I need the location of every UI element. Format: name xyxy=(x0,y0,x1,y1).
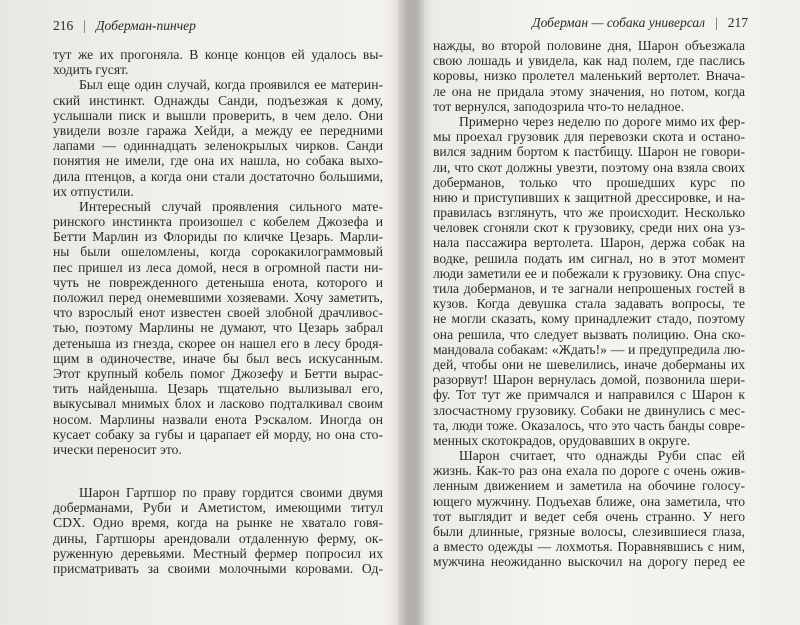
text-line: нала пассажира вертолета. Шарон, держа собак на xyxy=(433,235,745,251)
text-line: не могли сказать, кому принадлежит стадо, поэтому xyxy=(433,311,745,327)
right-page xyxy=(400,0,800,625)
header-separator: | xyxy=(715,15,718,30)
page-number: 216 xyxy=(53,18,74,33)
text-line: тью, поэтому Марлины не думают, что Цезарь забрал xyxy=(53,320,383,336)
text-line: тила доберманов, и те загнали непрошеных гостей в xyxy=(433,281,745,296)
text-line: ле она не придала этому значения, но потом, когда xyxy=(433,83,745,99)
text-line: тот выглядит и ведет себя очень странно. У него xyxy=(433,508,745,524)
text-line: ский инстинкт. Однажды Санди, подъезжая к дому, xyxy=(53,92,383,108)
page-body xyxy=(53,47,383,576)
text-line: дей, чтобы они не шевелились, иначе доберманы их xyxy=(433,356,745,372)
text-line: менных скотокрадов, орудовавших в округе. xyxy=(433,432,691,448)
text-line: фу. Тот тут же примчался и направился с Шарон к xyxy=(433,387,745,403)
page-number: 217 xyxy=(727,15,748,30)
text-line: тить найденыша. Цезарь тщательно вылизывал его, xyxy=(53,381,383,397)
text-line: люди заметили ее и побежали к грузовику. Она спус- xyxy=(433,265,745,281)
text-line: Этот крупный кобель помог Джозефу и Бетти вырас- xyxy=(53,365,383,381)
text-line: руженную деревьями. Местный фермер попросил их xyxy=(53,545,383,561)
text-line: пес пришел из леса домой, неся в огромной пасти ни- xyxy=(53,259,383,275)
text-line: тот вернулся, заподозрила что-то неладное. xyxy=(433,98,685,114)
text-line: Интересный случай проявления сильного мате- xyxy=(79,198,383,214)
text-line: вился задним бортом к пастбищу. Шарон не говори- xyxy=(433,144,745,160)
text-line: присматривать за своими молочными коровами. Од- xyxy=(53,561,383,576)
text-line: Был еще один случай, когда проявился ее материн- xyxy=(79,77,383,93)
text-line: доберманов, только что прошедших курс по xyxy=(433,174,745,190)
text-line: жизнь. Как-то раз она ехала по дороге с очень ожив- xyxy=(433,463,745,479)
running-title: Доберман — собака универсал xyxy=(532,15,706,30)
text-line: положил перед онемевшими хозяевами. Хочу заметить, xyxy=(53,290,383,305)
page-body xyxy=(433,38,745,570)
text-line: а вместо одежды — лохмотья. Поравнявшись с ним, xyxy=(433,539,745,555)
text-line: та, люди тоже. Оказалось, что это часть банды совре- xyxy=(433,417,745,433)
text-line: свою лошадь и увидела, как над полем, где паслись xyxy=(433,53,745,69)
running-header xyxy=(53,18,196,34)
text-line: понятия не имели, где она их нашла, но собака выхо- xyxy=(53,153,383,169)
text-line: ющего мужчину. Подъехав ближе, она заметила, что xyxy=(433,493,745,509)
text-line: ны были ошеломлены, когда сорокакилограммовый xyxy=(53,244,383,260)
paragraph xyxy=(53,47,383,77)
text-line: CDX. Одно время, когда на рынке не хватало говя- xyxy=(53,515,383,531)
text-line: лапами — одиннадцать зеленокрылых чирков. Санди xyxy=(53,138,383,154)
text-line: кузов. Когда девушка стала задавать вопросы, те xyxy=(433,296,745,312)
text-line: их отпустили. xyxy=(53,183,134,199)
text-line: злосчастному грузовику. Собаки не двинулись с мес- xyxy=(433,402,745,418)
text-line: ли, что скот должны увезти, поэтому она взяла своих xyxy=(433,159,745,175)
paragraph xyxy=(433,114,745,448)
paragraph xyxy=(433,38,745,114)
paragraph xyxy=(53,199,383,457)
text-line: услышали писк и вышли проверить, в чем дело. Они xyxy=(53,107,383,123)
paragraph xyxy=(53,77,383,199)
text-line: Бетти Марлин из Флориды по кличке Цезарь. Марли- xyxy=(53,229,383,245)
text-line: дины, Гартшоры арендовали отдаленную ферму, ок- xyxy=(53,530,383,546)
text-line: что взрослый енот известен своей злобной драчливос- xyxy=(53,305,383,321)
text-line: щим в одиночестве, иначе бы был весь искусанным. xyxy=(53,350,383,366)
text-line: носом. Марлины назвали енота Рэскалом. Иногда он xyxy=(53,411,383,427)
text-line: были длинные, грязные волосы, слезившиеся глаза, xyxy=(433,524,745,539)
text-line: нию и приступивших к защитной дрессировке, и на- xyxy=(433,189,745,205)
text-line: ленным движением и заметила на обочине голосу- xyxy=(433,478,745,494)
text-line: Шарон считает, что однажды Руби спас ей xyxy=(459,448,745,464)
running-title: Доберман-пинчер xyxy=(95,18,196,33)
text-line: детеныша из гнезда, скорее он нашел его в лесу бродя- xyxy=(53,335,383,351)
paragraph xyxy=(433,448,745,570)
text-line: ринского инстинкта произошел с кобелем Джозефа и xyxy=(53,214,383,230)
text-line: Шарон Гартшор по праву гордится своими двумя xyxy=(79,485,383,501)
text-line: дила птенцов, а когда они стали достаточно большими, xyxy=(53,168,383,184)
text-line: правилась взглянуть, что же происходит. Несколько xyxy=(433,205,745,221)
text-line: выкусывал мнимых блох и ласково подталкивал своим xyxy=(53,396,383,412)
text-line: доберманами, Руби и Аметистом, имеющими титул xyxy=(53,500,383,516)
text-line: мандовала собакам: «Ждать!» — и предупредила лю- xyxy=(433,341,745,357)
header-separator: | xyxy=(83,18,86,33)
text-line: мы проехал грузовик для перевозки скота и остано- xyxy=(433,129,745,145)
text-line: коровы, низко пролетел маленький вертолет. Внача- xyxy=(433,68,745,84)
text-line: водке, решила подать им сигнал, но в этот момент xyxy=(433,250,745,266)
text-line: она решила, что следует вызвать полицию. Она ско- xyxy=(433,326,745,342)
text-line: разорвут! Шарон вернулась домой, позвонила шери- xyxy=(433,372,745,388)
text-line: человек сгоняли скот к грузовику, среди них она уз- xyxy=(433,220,745,236)
text-line: нажды, во второй половине дня, Шарон объезжала xyxy=(433,38,745,53)
running-header xyxy=(532,15,748,31)
text-line: мужчина неожиданно выскочил на дорогу перед ее xyxy=(433,554,745,570)
text-line: увидели возле гаража Хейди, а между ее передними xyxy=(53,122,383,138)
text-line: ходить гусят. xyxy=(53,62,129,78)
text-line: ически переносит это. xyxy=(53,441,182,457)
text-line: Примерно через неделю по дороге мимо их фер- xyxy=(459,113,745,129)
text-line: кусает собаку за губы и царапает ей морду, но она сто- xyxy=(53,426,383,442)
text-line: тут же их прогоняла. В конце концов ей удалось вы- xyxy=(53,47,383,62)
paragraph xyxy=(53,485,383,576)
text-line: чуть не поврежденного детеныша енота, которого и xyxy=(53,274,383,290)
